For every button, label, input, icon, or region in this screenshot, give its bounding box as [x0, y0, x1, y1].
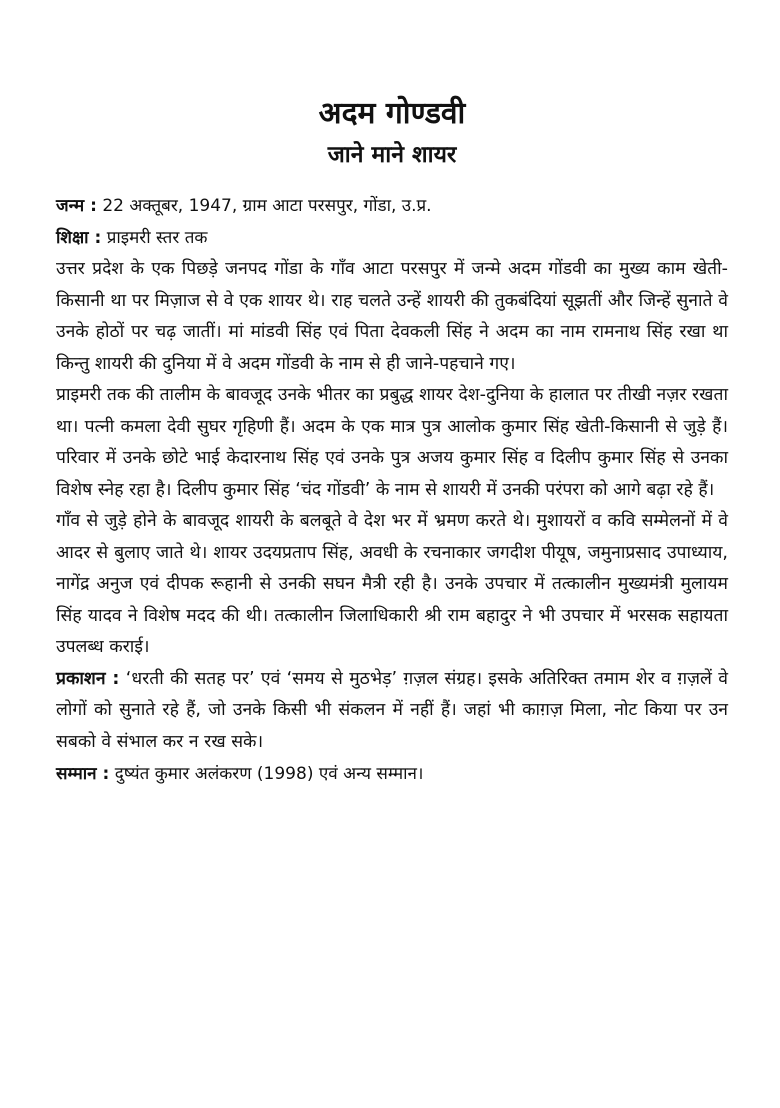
birth-value: 22 अक्तूबर, 1947, ग्राम आटा परसपुर, गोंडा, उ.प्र.	[102, 196, 432, 216]
birth-field	[56, 190, 728, 222]
birth-label: जन्म :	[56, 196, 97, 216]
page-title: अदम गोण्डवी	[318, 96, 466, 131]
honor-label: सम्मान :	[56, 764, 110, 784]
honor-field	[56, 758, 728, 790]
document-page	[56, 94, 728, 790]
bio-paragraph-1: उत्तर प्रदेश के एक पिछड़े जनपद गोंडा के गाँव आटा परसपुर में जन्मे अदम गोंडवी का मुख्य काम खेती-किसानी था पर मिज़ाज से वे एक शायर थे। राह चलते उन्हें शायरी की तुकबंदियां सूझतीं और जिन्हें सुनाते वे उनके होठों पर चढ़ जातीं। मां मांडवी सिंह एवं पिता देवकली सिंह ने अदम का नाम रामनाथ सिंह रखा था किन्तु शायरी की दुनिया में वे अदम गोंडवी के नाम से ही जाने-पहचाने गए।	[56, 259, 728, 374]
page-subtitle: जाने माने शायर	[327, 142, 457, 168]
publication-value: ‘धरती की सतह पर’ एवं ‘समय से मुठभेड़’ ग़ज़ल संग्रह। इसके अतिरिक्त तमाम शेर व ग़ज़लें वे लोगों को सुनाते रहे हैं, जो उनके किसी भी संकलन में नहीं हैं। जहां भी काग़ज़ मिला, नोट किया पर उन सबको वे संभाल कर न रख सके।	[56, 668, 728, 752]
publication-label: प्रकाशन :	[56, 668, 120, 689]
education-field	[56, 222, 728, 254]
bio-paragraph-3: गाँव से जुड़े होने के बावजूद शायरी के बलबूते वे देश भर में भ्रमण करते थे। मुशायरों व कवि सम्मेलनों में वे आदर से बुलाए जाते थे। शायर उदयप्रताप सिंह, अवधी के रचनाकार जगदीश पीयूष, जमुनाप्रसाद उपाध्याय, नागेंद्र अनुज एवं दीपक रूहानी से उनकी सघन मैत्री रही है। उनके उपचार में तत्कालीन मुख्यमंत्री मुलायम सिंह यादव ने विशेष मदद की थी। तत्कालीन जिलाधिकारी श्री राम बहादुर ने भी उपचार में भरसक सहायता उपलब्ध कराई।	[56, 511, 728, 657]
education-value: प्राइमरी स्तर तक	[106, 228, 208, 248]
publication-field	[56, 664, 728, 759]
education-label: शिक्षा :	[56, 228, 102, 248]
honor-value: दुष्यंत कुमार अलंकरण (1998) एवं अन्य सम्मान।	[114, 764, 424, 784]
bio-paragraph-2: प्राइमरी तक की तालीम के बावजूद उनके भीतर का प्रबुद्ध शायर देश-दुनिया के हालात पर तीखी नज़र रखता था। पत्नी कमला देवी सुघर गृहिणी हैं। अदम के एक मात्र पुत्र आलोक कुमार सिंह खेती-किसानी से जुड़े हैं। परिवार में उनके छोटे भाई केदारनाथ सिंह एवं उनके पुत्र अजय कुमार सिंह व दिलीप कुमार सिंह से उनका विशेष स्नेह रहा है। दिलीप कुमार सिंह ‘चंद गोंडवी’ के नाम से शायरी में उनकी परंपरा को आगे बढ़ा रहे हैं।	[56, 385, 728, 500]
